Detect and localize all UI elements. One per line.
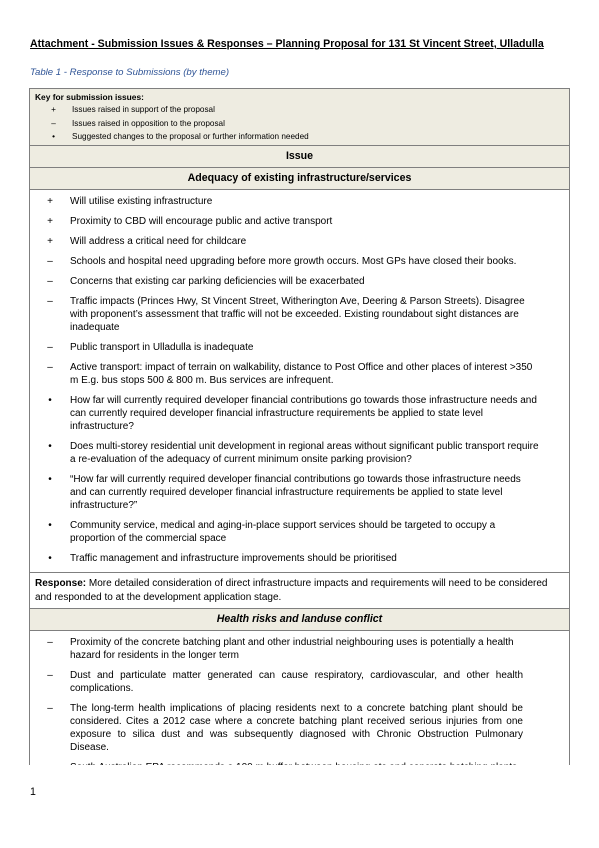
issue-text: Traffic impacts (Princes Hwy, St Vincent Street, Witherington Ave, Deering & Parson Streets). Disagree with proponent’s assessment that traffic will not be exceeded. Existing roundabout sight distances are inadequate — [70, 296, 525, 333]
bullet-icon: • — [48, 553, 52, 564]
issue-text: Dust and particulate matter generated can cause respiratory, cardiovascular, and other health complications. — [70, 670, 523, 694]
issue-text: Proximity to CBD will encourage public and active transport — [70, 216, 333, 227]
key-box — [30, 89, 569, 146]
list-item — [30, 275, 539, 288]
issue-text: How far will currently required developer financial contributions go towards those infrastructure needs and can currently required developer financial infrastructure requirements be applied to state level infrastructure? — [70, 395, 537, 432]
dash-icon: – — [47, 670, 53, 681]
document-title: Attachment - Submission Issues & Responses – Planning Proposal for 131 St Vincent Street, Ulladulla — [30, 38, 544, 50]
plus-icon: + — [51, 105, 56, 114]
section-heading-health: Health risks and landuse conflict — [30, 609, 569, 631]
plus-icon: + — [47, 216, 53, 227]
issue-text: Does multi-storey residential unit development in regional areas without significant public transport require a re-evaluation of the adequacy of current minimum onsite parking provision? — [70, 441, 539, 465]
response-text: More detailed consideration of direct infrastructure impacts and requirements will need to be considered and responded to at the development application stage. — [35, 578, 548, 603]
bullet-icon: • — [48, 395, 52, 406]
issue-text: Proximity of the concrete batching plant and other industrial neighbouring uses is potentially a health hazard for residents in the longer term — [70, 637, 514, 661]
dash-icon: – — [51, 118, 56, 128]
list-item — [30, 636, 523, 662]
list-item — [30, 473, 539, 512]
dash-icon: – — [47, 362, 53, 373]
issue-text: Community service, medical and aging-in-place support services should be targeted to occupy a proportion of the commercial space — [70, 520, 496, 544]
dash-icon: – — [47, 342, 53, 353]
key-heading: Key for submission issues: — [35, 92, 144, 102]
issue-text: Schools and hospital need upgrading before more growth occurs. Most GPs have closed their books. — [70, 256, 517, 267]
dash-icon: – — [47, 703, 53, 714]
list-item — [30, 702, 523, 754]
infrastructure-issues-list — [30, 190, 569, 573]
issue-text: Public transport in Ulladulla is inadequate — [70, 342, 254, 353]
issue-text: Active transport: impact of terrain on walkability, distance to Post Office and other places of interest >350 m E.g. bus stops 500 & 800 m. Bus services are infrequent. — [70, 362, 533, 386]
list-item — [30, 341, 539, 354]
list-item — [30, 295, 539, 334]
response-label: Response: — [35, 578, 87, 589]
issue-text: Will utilise existing infrastructure — [70, 196, 213, 207]
section-heading-infrastructure: Adequacy of existing infrastructure/services — [30, 168, 569, 190]
issue-text: Concerns that existing car parking deficiencies will be exacerbated — [70, 276, 365, 287]
plus-icon: + — [47, 236, 53, 247]
table-caption: Table 1 - Response to Submissions (by theme) — [30, 67, 230, 78]
bullet-icon: • — [48, 474, 52, 485]
key-item-opposition — [35, 117, 565, 131]
key-item-suggestion — [35, 130, 565, 144]
bullet-icon: • — [48, 441, 52, 452]
bullet-icon: • — [48, 520, 52, 531]
issue-text: The long-term health implications of placing residents next to a concrete batching plant should be considered. Cites a 2012 case where a concrete batching plant received serious injuries from one exposure to silica dust and was subsequently diagnosed with Chronic Obstruction Pulmonary Disease. — [70, 703, 523, 753]
issue-text: Will address a critical need for childcare — [70, 236, 247, 247]
list-item — [30, 394, 539, 433]
column-header-issue: Issue — [30, 146, 569, 168]
response-infrastructure — [30, 573, 569, 609]
dash-icon: – — [47, 256, 53, 267]
issue-text: “How far will currently required developer financial contributions go towards those infrastructure needs and can currently required developer financial infrastructure requirements be applied to state level infrastructure?” — [70, 474, 521, 511]
list-item — [30, 440, 539, 466]
key-label: Issues raised in opposition to the proposal — [72, 118, 225, 128]
list-item — [30, 235, 539, 248]
bullet-icon: • — [52, 132, 55, 141]
page-number: 1 — [30, 786, 36, 798]
dash-icon: – — [47, 276, 53, 287]
plus-icon: + — [47, 196, 53, 207]
list-item — [30, 215, 539, 228]
key-label: Issues raised in support of the proposal — [72, 105, 215, 114]
list-item — [30, 255, 539, 268]
list-item — [30, 195, 539, 208]
submissions-table — [29, 88, 570, 814]
list-item — [30, 361, 539, 387]
page-bottom-margin — [29, 765, 570, 848]
list-item — [30, 552, 539, 565]
key-item-support — [35, 103, 565, 117]
list-item — [30, 519, 539, 545]
list-item — [30, 669, 523, 695]
key-label: Suggested changes to the proposal or further information needed — [72, 132, 309, 141]
issue-text: Traffic management and infrastructure improvements should be prioritised — [70, 553, 397, 564]
dash-icon: – — [47, 296, 53, 307]
dash-icon: – — [47, 637, 53, 648]
